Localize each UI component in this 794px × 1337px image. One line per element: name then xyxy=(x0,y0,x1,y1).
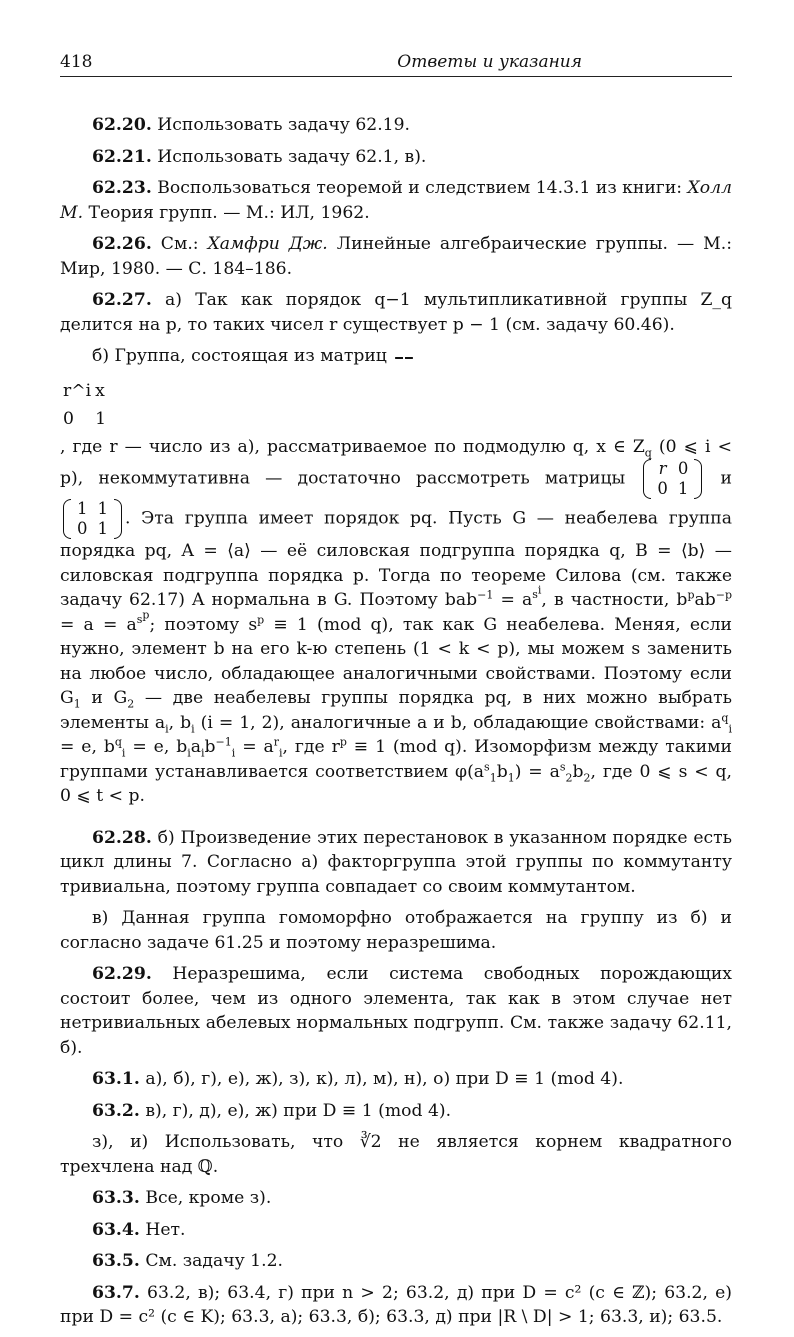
entry-text: а), б), г), е), ж), з), к), л), м), н), о) при D ≡ 1 (mod 4). xyxy=(145,1069,624,1090)
text-fragment: (i = 1, 2), аналогичные a и b, обладающие свойствами: a xyxy=(194,712,722,733)
superscript: p xyxy=(339,735,347,749)
entry-62-28 xyxy=(60,826,732,900)
entry-text: Все, кроме з). xyxy=(145,1188,272,1209)
subscript: i xyxy=(200,746,205,760)
text-fragment: = e, b xyxy=(125,737,188,757)
superscript-text: s xyxy=(136,612,143,626)
entry-text-rest: Линейные алгебраические группы. — М.: Мир, 1980. — С. 184–186. xyxy=(60,234,733,279)
superscript: −p xyxy=(715,588,732,602)
subscript: i xyxy=(728,721,732,735)
entry-text: Воспользоваться теоремой и следствием 14.3.1 из книги: xyxy=(157,178,683,198)
page-header xyxy=(60,52,732,77)
entry-text: б) Произведение этих перестановок в указанном порядке есть цикл длины 7. Согласно а) факторгруппа этой группы по коммутанту тривиальна, поэтому группа совпадает со своим коммутантом. xyxy=(60,827,732,897)
text-fragment: = e, b xyxy=(60,737,115,757)
entry-text-rest: Теория групп. — М.: ИЛ, 1962. xyxy=(88,202,370,223)
matrix-cell: 1 xyxy=(97,499,108,518)
subscript: i xyxy=(121,746,126,760)
entry-number: 63.3. xyxy=(92,1188,140,1209)
superscript: p xyxy=(257,612,265,626)
matrix-cell: 1 xyxy=(677,479,689,498)
entry-text: См. задачу 1.2. xyxy=(145,1251,283,1272)
text-fragment: , в частности, b xyxy=(541,590,688,610)
entry-63-1 xyxy=(60,1067,732,1092)
text-fragment: б) Группа, состоящая из матриц xyxy=(92,346,387,366)
entry-number: 63.7. xyxy=(92,1282,140,1303)
subscript: 2 xyxy=(583,770,591,784)
entry-62-28-v xyxy=(60,906,732,955)
text-fragment: и xyxy=(720,468,732,489)
text-fragment: = a = a xyxy=(60,614,137,635)
author-name: Хамфри Дж. xyxy=(207,234,328,254)
text-fragment: (0 ⩽ i < p), некоммутативна — достаточно рассмотреть матрицы xyxy=(60,436,732,489)
subscript: i xyxy=(279,746,283,760)
matrix-cell: r^i xyxy=(63,380,92,401)
superscript: r xyxy=(273,735,280,749)
matrix-cell: 0 xyxy=(77,519,88,538)
text-fragment: ; поэтому s xyxy=(149,614,258,635)
text-fragment: = a xyxy=(235,737,274,757)
page-body xyxy=(60,113,732,1330)
text-fragment: и G xyxy=(80,688,128,708)
entry-text: а) Так как порядок q−1 мультипликативной группы Z_q делится на p, то таких чисел r существует p − 1 (см. задачу 60.46). xyxy=(60,290,732,335)
page-number: 418 xyxy=(60,52,93,72)
entry-number: 62.20. xyxy=(92,115,152,135)
superscript: −1 xyxy=(215,735,232,749)
entry-text: з), и) Использовать, что ∛2 не является корнем квадратного трехчлена над ℚ. xyxy=(60,1132,732,1177)
running-title: Ответы и указания xyxy=(397,52,582,72)
text-fragment: — две неабелевы группы порядка pq, в них можно выбрать элементы a xyxy=(60,688,732,733)
entry-63-5 xyxy=(60,1249,732,1274)
entry-number: 62.23. xyxy=(92,178,152,198)
subscript: 1 xyxy=(507,770,515,784)
text-fragment: ) = a xyxy=(514,761,560,782)
matrix-cell: 0 xyxy=(677,459,689,478)
text-fragment: , где r xyxy=(282,737,340,757)
entry-62-27 xyxy=(60,288,732,337)
text-fragment: , где 0 ⩽ s < q, 0 ⩽ t < p. xyxy=(60,761,733,806)
text-fragment: a xyxy=(190,737,201,757)
text-fragment: , b xyxy=(168,712,192,733)
entry-62-23 xyxy=(60,176,732,225)
text-fragment: = a xyxy=(493,590,533,610)
matrix-cell: 1 xyxy=(97,519,108,538)
matrix-cell: 0 xyxy=(657,479,668,498)
entry-number: 62.27. xyxy=(92,290,152,310)
subscript: i xyxy=(231,746,236,760)
superscript-text: p xyxy=(142,608,150,622)
superscript xyxy=(136,608,150,626)
text-fragment: . Эта группа имеет порядок pq. Пусть G — неабелева группа порядка pq, A = ⟨a⟩ — её силовская подгруппа порядка q, B = ⟨b⟩ — силовская подгруппа порядка p. Тогда по теореме Силова (см. также задачу 62.17) A нормальна в G. Поэтому bab xyxy=(60,508,732,610)
entry-63-7 xyxy=(60,1281,732,1330)
superscript: s xyxy=(484,759,490,773)
entry-62-20 xyxy=(60,113,732,138)
superscript-text: i xyxy=(537,583,542,597)
entry-62-21 xyxy=(60,145,732,170)
superscript-text: s xyxy=(532,588,538,602)
entry-number: 62.28. xyxy=(92,827,152,848)
text-fragment: ab xyxy=(694,590,716,610)
matrix-cell: r xyxy=(658,459,667,478)
entry-number: 63.4. xyxy=(92,1219,140,1240)
entry-text: См.: xyxy=(160,234,199,254)
matrix-cell: 0 xyxy=(63,409,74,429)
matrix-cell: x xyxy=(95,380,105,401)
book-page xyxy=(60,52,732,1337)
entry-text: Использовать задачу 62.1, в). xyxy=(157,146,427,167)
entry-number: 62.26. xyxy=(92,234,152,254)
superscript: q xyxy=(721,710,729,724)
text-fragment: b xyxy=(572,761,584,782)
entry-number: 62.21. xyxy=(92,146,152,167)
entry-62-27-b xyxy=(60,344,732,369)
subscript: i xyxy=(191,721,195,735)
entry-text: в), г), д), е), ж) при D ≡ 1 (mod 4). xyxy=(145,1100,452,1121)
entry-text: Неразрешима, если система свободных порождающих состоит более, чем из одного элемента, так как в этом случае нет нетривиальных абелевых нормальных подгрупп. См. также задачу 62.11, б). xyxy=(60,964,732,1058)
entry-63-3 xyxy=(60,1186,732,1211)
entry-text: Нет. xyxy=(145,1219,186,1240)
text-fragment: b xyxy=(496,761,508,782)
entry-62-29 xyxy=(60,962,732,1060)
entry-63-2 xyxy=(60,1099,732,1124)
entry-number: 62.29. xyxy=(92,964,152,985)
text-fragment: b xyxy=(204,737,216,757)
matrix-cell: 1 xyxy=(77,499,88,518)
author-name: Холл М. xyxy=(60,178,733,223)
entry-text: Использовать задачу 62.19. xyxy=(157,115,411,135)
text-fragment: ≡ 1 (mod q). Изоморфизм между такими группами устанавливается соответствием φ(a xyxy=(60,737,732,782)
superscript: −1 xyxy=(477,588,494,602)
entry-number: 63.5. xyxy=(92,1251,140,1272)
superscript: s xyxy=(559,759,566,773)
entry-text: 63.2, в); 63.4, г) при n > 2; 63.2, д) при D = c² (c ∈ ℤ); 63.2, е) при D = c² (c ∈ K); 63.3, а); 63.3, б); 63.3, д) при |R \ D| > 1; 63.3, и); 63.5. xyxy=(60,1282,733,1328)
subscript: i xyxy=(187,746,191,760)
matrix-1-1 xyxy=(63,499,122,539)
entry-number: 63.2. xyxy=(92,1100,140,1121)
subscript: 2 xyxy=(127,697,135,711)
entry-63-2-z xyxy=(60,1130,732,1179)
matrix-cell: 1 xyxy=(95,409,107,429)
text-fragment: , где r — число из а), рассматриваемое по подмодулю q, x ∈ Z xyxy=(60,436,645,457)
entry-number: 63.1. xyxy=(92,1069,140,1090)
entry-62-26 xyxy=(60,232,732,281)
subscript: i xyxy=(165,721,169,735)
matrix-r-0 xyxy=(643,459,702,499)
subscript: 1 xyxy=(73,697,81,711)
subscript: 1 xyxy=(489,770,497,784)
text-fragment: ≡ 1 (mod q), так как G неабелева. Меняя, если нужно, элемент b на его k-ю степень (1 < k < p), мы можем s заменить на любое число, обладающее аналогичными свойствами. Поэтому если G xyxy=(60,614,733,708)
superscript: p xyxy=(687,588,695,602)
superscript xyxy=(532,583,542,602)
entry-text: в) Данная группа гомоморфно отображается на группу из б) и согласно задаче 61.25 и поэтому неразрешима. xyxy=(60,908,732,953)
subscript: q xyxy=(644,445,652,459)
superscript: q xyxy=(114,735,122,749)
subscript: 2 xyxy=(565,770,573,784)
